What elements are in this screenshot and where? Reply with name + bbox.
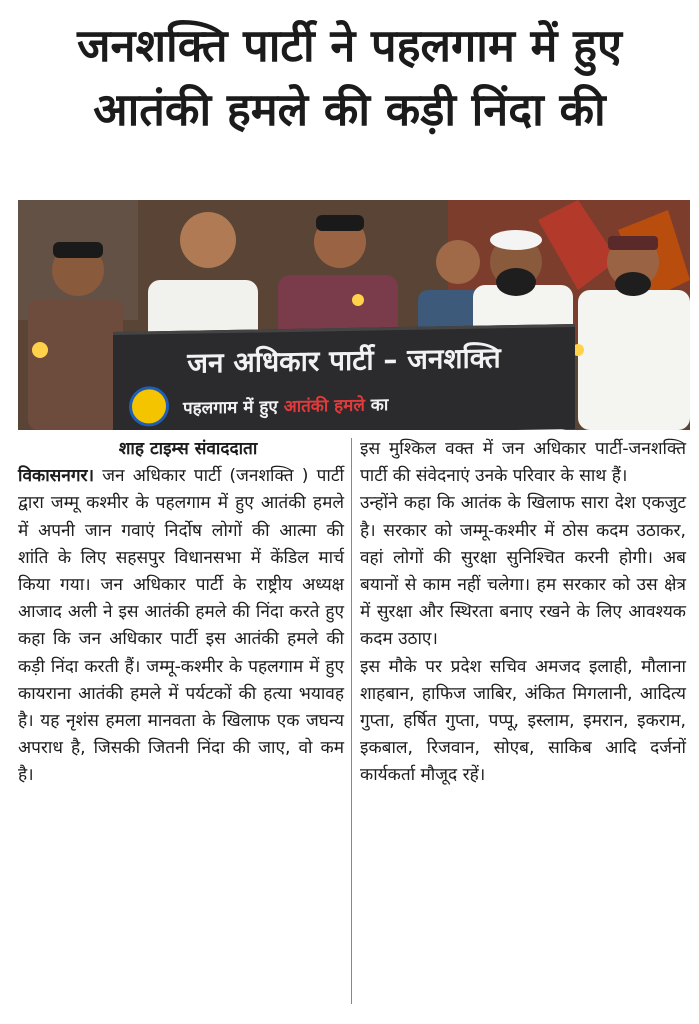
byline: शाह टाइम्स संवाददाता <box>118 439 258 459</box>
party-logo-icon <box>129 386 169 427</box>
banner-subtitle-end: का <box>370 395 389 416</box>
article-paragraph-1 <box>18 463 344 789</box>
headline-line-1: जनशक्ति पार्टी ने पहलगाम में हुए <box>77 19 622 72</box>
article-right-column <box>360 436 686 790</box>
banner-title: जन अधिकार पार्टी – जनशक्ति <box>187 341 501 380</box>
article-paragraph-4: इस मौके पर प्रदेश सचिव अमजद इलाही, मौलाना शाहबान, हाफिज जाबिर, अंकित मिगलानी, आदित्य गुप्ता, हर्षित गुप्ता, पप्पू, इस्लाम, इमरान, इकराम, इकबाल, रिजवान, सोएब, साकिब आदि दर्जनों कार्यकर्ता मौजूद रहें। <box>360 656 686 786</box>
article-left-column <box>18 436 344 790</box>
protest-banner <box>113 324 575 430</box>
article-left-text: जन अधिकार पार्टी (जनशक्ति ) पार्टी द्वारा जम्मू कश्मीर के पहलगाम में हुए आतंकी हमले में अपनी जान गवाएं निर्दोष लोगों की आत्मा की शांति के लिए सहसपुर विधानसभा में केंडिल मार्च किया गया। जन अधिकार पार्टी के राष्ट्रीय अध्यक्ष आजाद अली ने इस आतंकी हमले की निंदा करते हुए कहा कि जन अधिकार पार्टी इस आतंकी हमले की कड़ी निंदा करती हैं। जम्मू-कश्मीर के पहलगाम में हुए कायराना आतंकी हमले में पर्यटकों की हत्या भयावह है। यह नृशंस हमला मानवता के खिलाफ एक जघन्य अपराध है, जिसकी जितनी निंदा की जाए, वो कम है। <box>18 466 344 786</box>
column-divider <box>351 438 352 1004</box>
headline <box>0 14 699 142</box>
dateline: विकासनगर। <box>18 466 95 487</box>
article-paragraph-3: उन्होंने कहा कि आतंक के खिलाफ सारा देश एकजुट है। सरकार को जम्मू-कश्मीर में ठोस कदम उठाकर, वहां लोगों की सुरक्षा सुनिश्चित करनी होगी। अब बयानों से काम नहीं चलेगा। हम सरकार को उस क्षेत्र में सुरक्षा और स्थिरता बनाए रखने के लिए आवश्यक कदम उठाए। <box>360 493 686 650</box>
banner-subtitle <box>183 389 563 419</box>
banner-subtitle-red: आतंकी हमले <box>283 395 365 418</box>
news-photo <box>18 200 690 430</box>
banner-subtitle-white: पहलगाम में हुए <box>183 397 278 419</box>
article-paragraph-2: इस मुश्किल वक्त में जन अधिकार पार्टी-जनशक्ति पार्टी की संवेदनाएं उनके परिवार के साथ हैं। <box>360 439 686 487</box>
headline-line-2: आतंकी हमले की कड़ी निंदा की <box>93 83 606 136</box>
